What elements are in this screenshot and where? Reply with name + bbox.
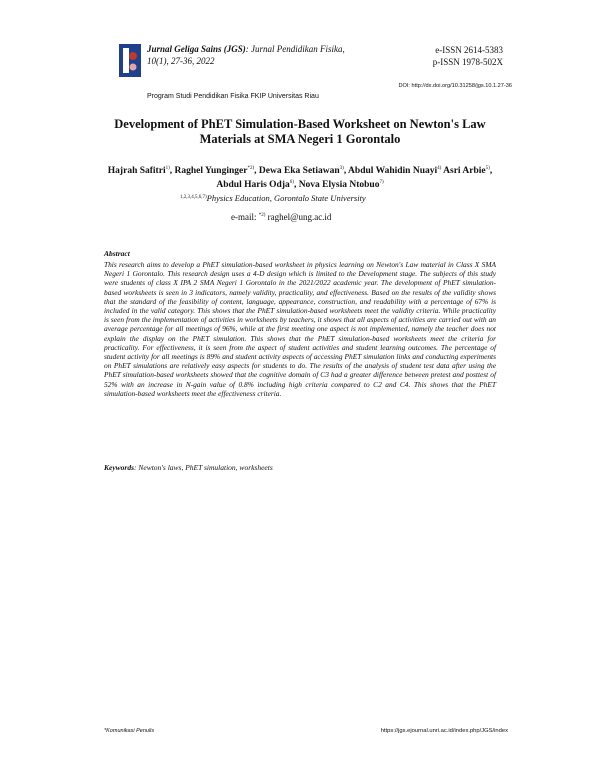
author-sup: 5) [485,166,490,171]
author-name: Raghel Yunginger [174,166,248,177]
journal-citation [147,44,382,67]
abstract-heading: Abstract [104,249,130,258]
journal-subtitle: : Jurnal Pendidikan Fisika, [245,44,345,54]
author-name: Abdul Wahidin Nuayi [348,166,438,177]
keywords-line [104,463,273,472]
author-sup: 3) [339,166,344,171]
author-name: Asri Arbie [443,166,486,177]
email-sup: *2) [258,213,266,218]
journal-affiliation: Program Studi Pendidikan Fisika FKIP Universitas Riau [147,93,319,100]
journal-name: Jurnal Geliga Sains (JGS) [147,44,246,54]
author-name: Abdul Haris Odja [216,180,290,191]
affiliation-sup: 1,2,3,4,5,6,7) [180,195,207,200]
author-name: Dewa Eka Setiawan [258,166,340,177]
email-address[interactable]: raghel@ung.ac.id [267,212,332,222]
author-sup: 4) [437,166,442,171]
paper-title: Development of PhET Simulation-Based Worksheet on Newton's Law Materials at SMA Negeri 1 Gorontalo [114,117,486,146]
e-issn: e-ISSN 2614-5383 [435,45,503,55]
author-sup: 1) [165,166,170,171]
author-sup: *2) [247,166,255,171]
email-line [231,212,331,222]
volume-pages: 10(1), 27-36, 2022 [147,55,215,66]
author-name: Hajrah Safitri [107,166,166,177]
email-label: e-mail: [231,212,257,222]
author-name: Nova Elysia Ntobuo [298,180,380,191]
affiliation-text: Physics Education, Gorontalo State University [206,193,366,203]
issn-block [433,44,503,68]
corresponding-author-note: *Komunikasi Penulis [104,728,155,734]
abstract-text: This research aims to develop a PhET simulation-based worksheet in physics learning on Newton's Law material in Class X SMA Negeri 1 Gorontalo. This research design uses a 4-D design which is limited to the Development stage. The subjects of this study were students of class X IPA 2 SMA Negeri 1 Gorontalo in the 2021/2022 academic year. The development of PhET simulation-based worksheets is seen in 3 indicators, namely validity, practicality, and effectiveness. Based on the results of the validity shows that the standard of the feasibility of content, language, appearance, construction, and readability with a percentage of 67% is included in the valid category. This shows that the PhET simulation-based worksheets meet the validity criteria. While practicality is seen from the implementation of activities in worksheets by teachers, it shows that all aspects of activities are carried out with an average percentage for all meetings of 96%, while at the first meeting one aspect is not implemented, namely the teacher does not explain the display on the PhET simulation. This shows that the PhET simulation-based worksheets meet the criteria for practicality. For effectiveness, it is seen from the aspect of student activities and student learning outcomes. The percentage of student activity for all meetings is 89% and student activity aspects of accessing PhET simulation links and conducting experiments on PhET simulations are relatively easy aspects for students to do. The results of the analysis of student test data after using the PhET simulation-based worksheets showed that the cognitive domain of C3 had a greater difference between pretest and posttest of 52% with an increase in N-gain value of 0.8% including high criteria compared to C2 and C4. This shows that the PhET simulation-based worksheets meet the effectiveness criteria. [104,260,496,398]
author-sup: 6) [289,180,294,186]
keywords-text: : Newton's laws, PhET simulation, worksheets [134,463,273,472]
journal-url-link[interactable]: https://jgs.ejournal.unri.ac.id/index.php/JGS/index [380,728,508,734]
journal-logo-icon [119,44,141,77]
author-sup: 7) [379,180,384,186]
author-list: Hajrah Safitri$^{1)}$, Raghel Yunginger$^{*2)}$, Dewa Eka Setiawan$^{3)}$, Abdul Wahidin Nuayi$^{4)}$ Asri Arbie$^{5)}$, Abdul Haris Odja$^{6)}$, Nova Elysia Ntobuo$^{7)}$ [107,166,493,191]
p-issn: p-ISSN 1978-502X [432,57,503,67]
doi-link[interactable]: DOI: http://dx.doi.org/10.31258/jgs.10.1.27-36 [398,83,512,89]
keywords-label: Keywords [104,463,134,472]
author-affiliation [180,193,366,203]
